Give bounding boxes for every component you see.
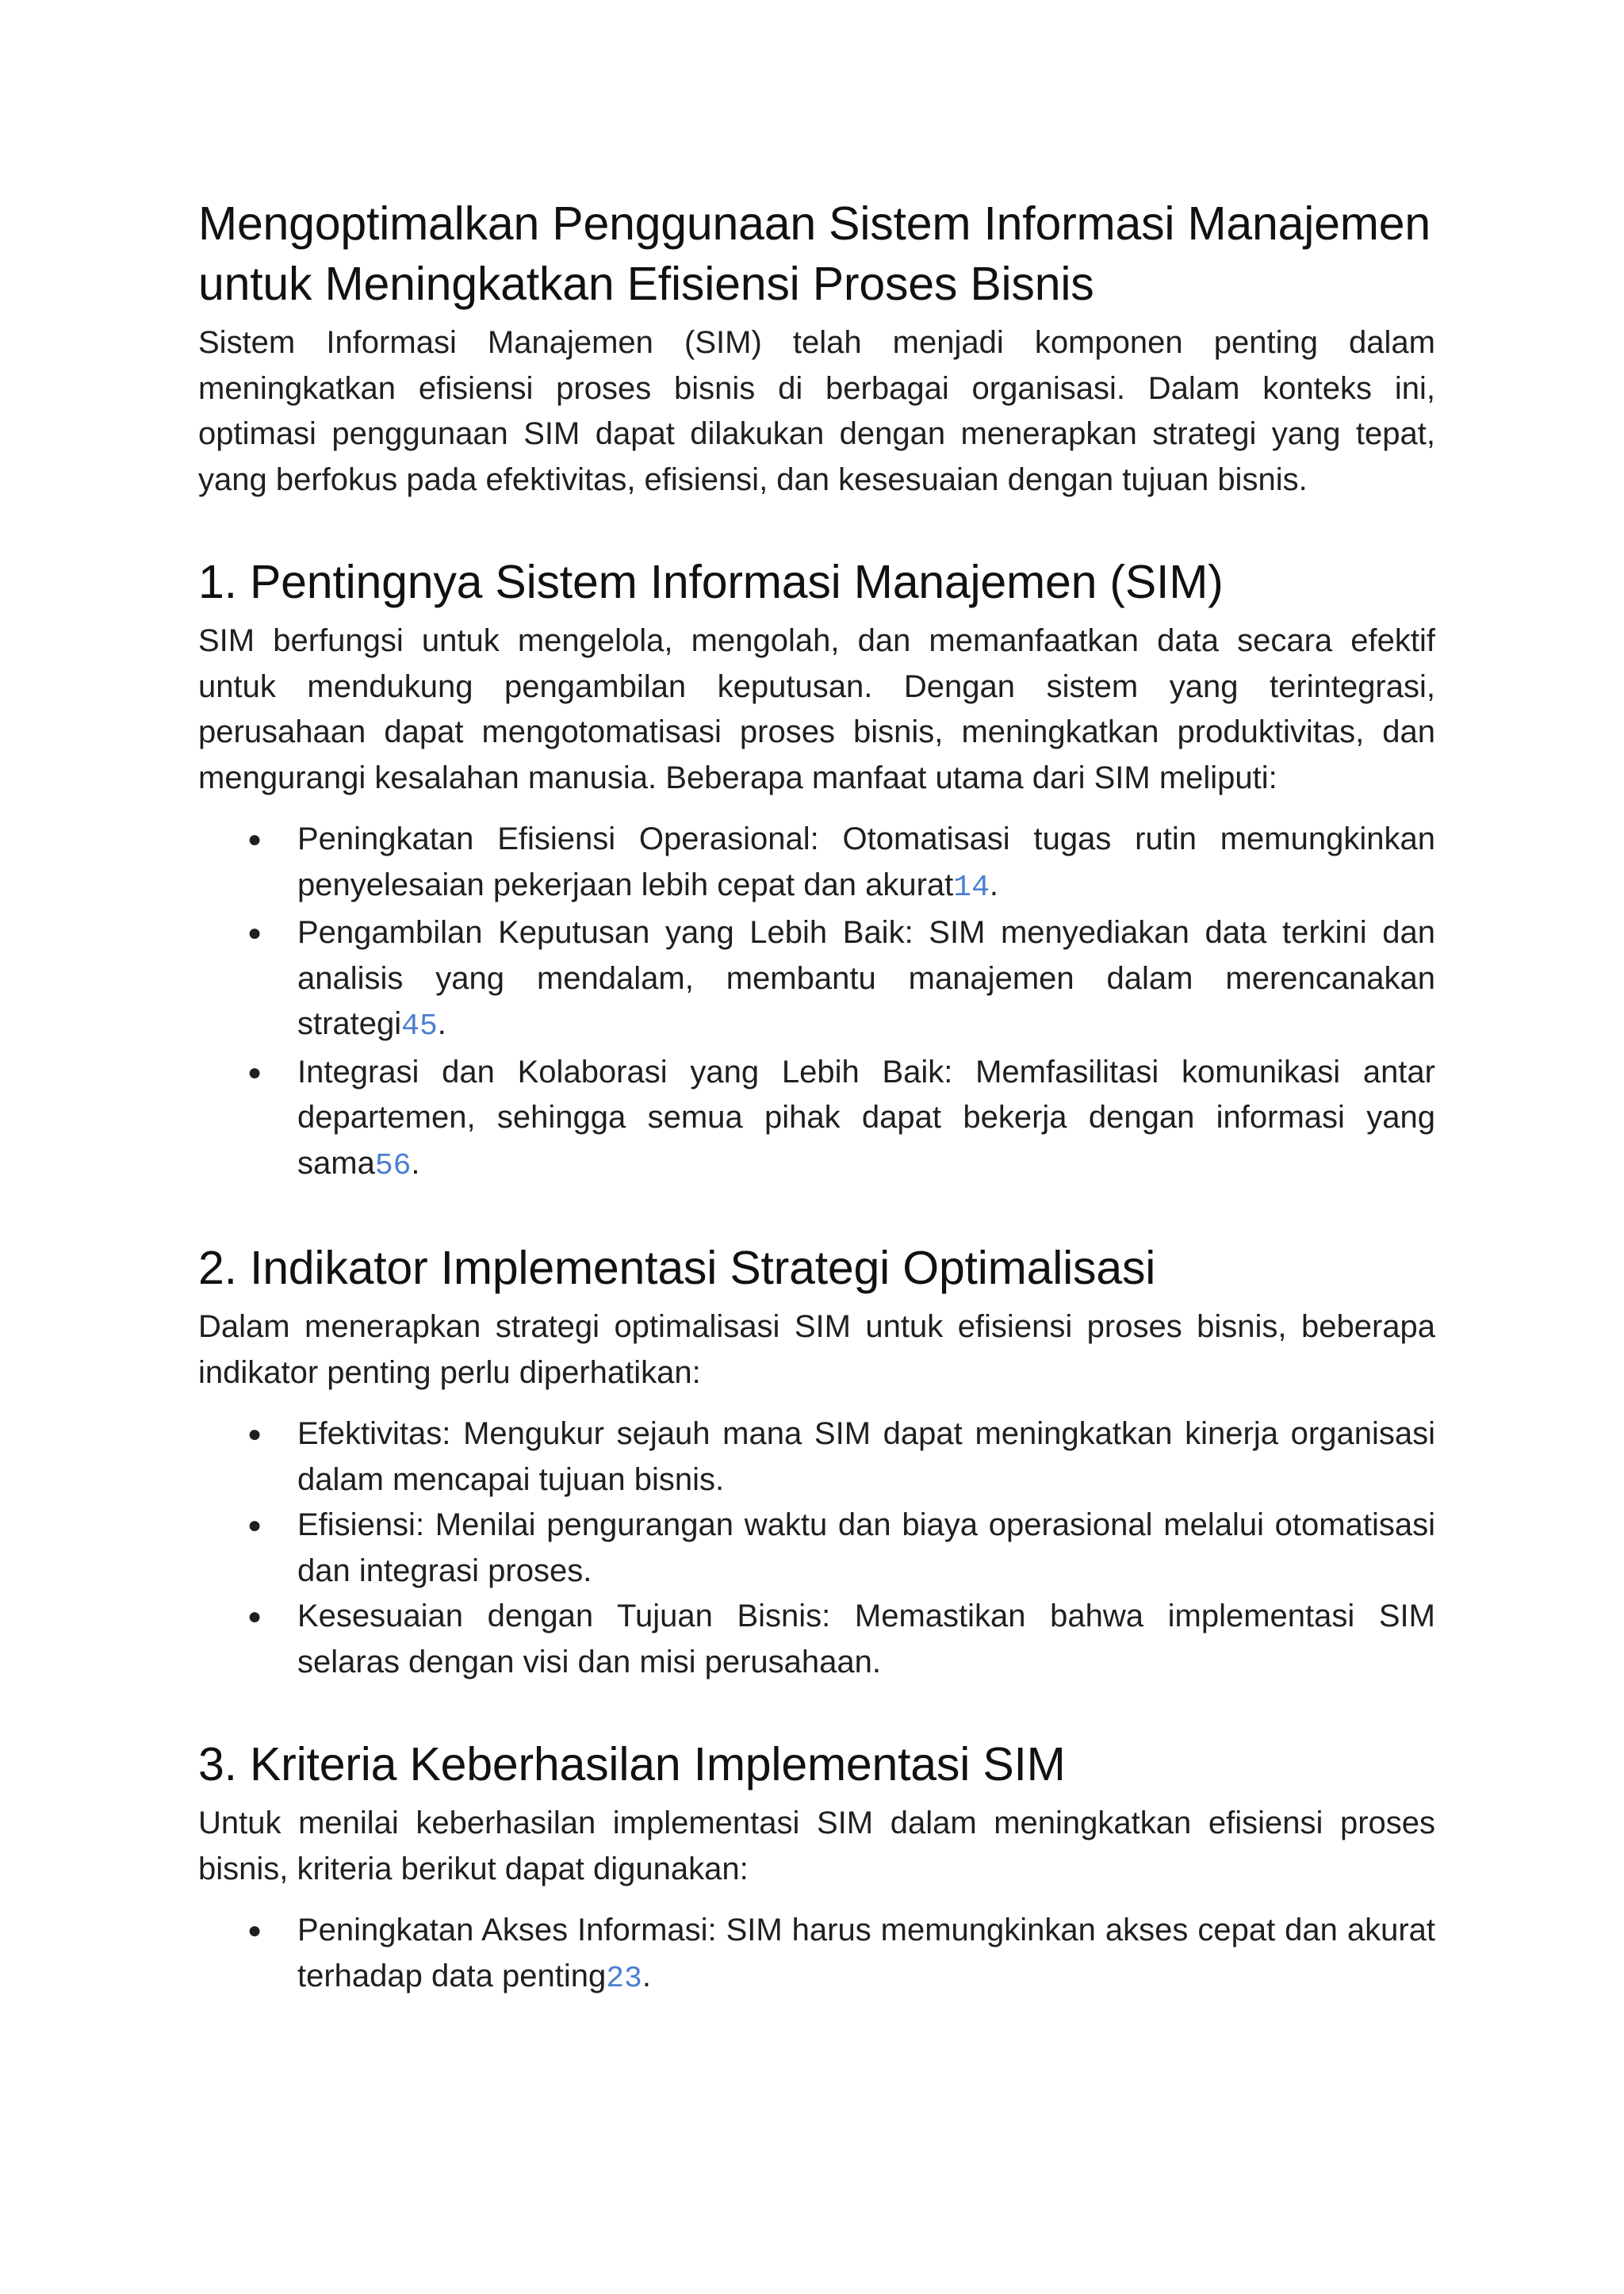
list-item-text: Efektivitas: Mengukur sejauh mana SIM dapat meningkatkan kinerja organisasi dalam mencapai tujuan bisnis. bbox=[297, 1416, 1435, 1497]
reference-link[interactable]: 45 bbox=[401, 1009, 438, 1044]
list-item bbox=[198, 817, 1435, 910]
list-item-text: Efisiensi: Menilai pengurangan waktu dan biaya operasional melalui otomatisasi dan integrasi proses. bbox=[297, 1507, 1435, 1588]
bullet-icon: ● bbox=[247, 1603, 262, 1630]
list-item bbox=[198, 1411, 1435, 1503]
document-page bbox=[198, 193, 1435, 2001]
bullet-icon: ● bbox=[247, 1421, 262, 1447]
list-item-text: Integrasi dan Kolaborasi yang Lebih Baik: Memfasilitasi komunikasi antar departemen, sehingga semua pihak dapat bekerja dengan informasi yang sama bbox=[297, 1054, 1435, 1181]
list-item-end: . bbox=[437, 1006, 446, 1041]
reference-link[interactable]: 56 bbox=[374, 1148, 412, 1183]
intro-paragraph: Sistem Informasi Manajemen (SIM) telah menjadi komponen penting dalam meningkatkan efisiensi proses bisnis di berbagai organisasi. Dalam konteks ini, optimasi penggunaan SIM dapat dilakukan dengan menerapkan strategi yang tepat, yang berfokus pada efektivitas, efisiensi, dan kesesuaian dengan tujuan bisnis. bbox=[198, 325, 1435, 497]
section-2-heading: 2. Indikator Implementasi Strategi Optimalisasi bbox=[198, 1242, 1156, 1294]
bullet-icon: ● bbox=[247, 920, 262, 946]
section-1-list bbox=[198, 817, 1435, 1189]
list-item-text: Peningkatan Efisiensi Operasional: Otomatisasi tugas rutin memungkinkan penyelesaian pekerjaan lebih cepat dan akurat bbox=[297, 821, 1435, 902]
bullet-icon: ● bbox=[247, 1059, 262, 1086]
list-item-text: Kesesuaian dengan Tujuan Bisnis: Memastikan bahwa implementasi SIM selaras dengan visi dan misi perusahaan. bbox=[297, 1599, 1435, 1679]
reference-link[interactable]: 23 bbox=[606, 1961, 642, 1996]
list-item bbox=[198, 1503, 1435, 1594]
list-item-end: . bbox=[989, 867, 998, 902]
section-1-heading: 1. Pentingnya Sistem Informasi Manajemen (SIM) bbox=[198, 556, 1224, 608]
list-item bbox=[198, 910, 1435, 1050]
section-3-list bbox=[198, 1908, 1435, 2001]
section-3-heading: 3. Kriteria Keberhasilan Implementasi SIM bbox=[198, 1738, 1066, 1790]
bullet-icon: ● bbox=[247, 1512, 262, 1538]
section-1-paragraph: SIM berfungsi untuk mengelola, mengolah, dan memanfaatkan data secara efektif untuk mendukung pengambilan keputusan. Dengan sistem yang terintegrasi, perusahaan dapat mengotomatisasi proses bisnis, meningkatkan produktivitas, dan mengurangi kesalahan manusia. Beberapa manfaat utama dari SIM meliputi: bbox=[198, 623, 1435, 795]
section-2-list bbox=[198, 1411, 1435, 1685]
section-2-paragraph: Dalam menerapkan strategi optimalisasi SIM untuk efisiensi proses bisnis, beberapa indikator penting perlu diperhatikan: bbox=[198, 1309, 1435, 1390]
document-title: Mengoptimalkan Penggunaan Sistem Informasi Manajemen untuk Meningkatkan Efisiensi Proses Bisnis bbox=[198, 197, 1431, 310]
list-item bbox=[198, 1908, 1435, 2001]
list-item-end: . bbox=[642, 1958, 651, 1993]
list-item bbox=[198, 1050, 1435, 1189]
reference-link[interactable]: 14 bbox=[953, 870, 990, 905]
list-item bbox=[198, 1594, 1435, 1685]
list-item-end: . bbox=[411, 1145, 420, 1181]
bullet-icon: ● bbox=[247, 1917, 262, 1944]
list-item-text: Peningkatan Akses Informasi: SIM harus memungkinkan akses cepat dan akurat terhadap data penting bbox=[297, 1913, 1435, 1993]
bullet-icon: ● bbox=[247, 826, 262, 852]
list-item-text: Pengambilan Keputusan yang Lebih Baik: SIM menyediakan data terkini dan analisis yang mendalam, membantu manajemen dalam merencanakan strategi bbox=[297, 915, 1435, 1041]
section-3-paragraph: Untuk menilai keberhasilan implementasi SIM dalam meningkatkan efisiensi proses bisnis, kriteria berikut dapat digunakan: bbox=[198, 1806, 1435, 1886]
